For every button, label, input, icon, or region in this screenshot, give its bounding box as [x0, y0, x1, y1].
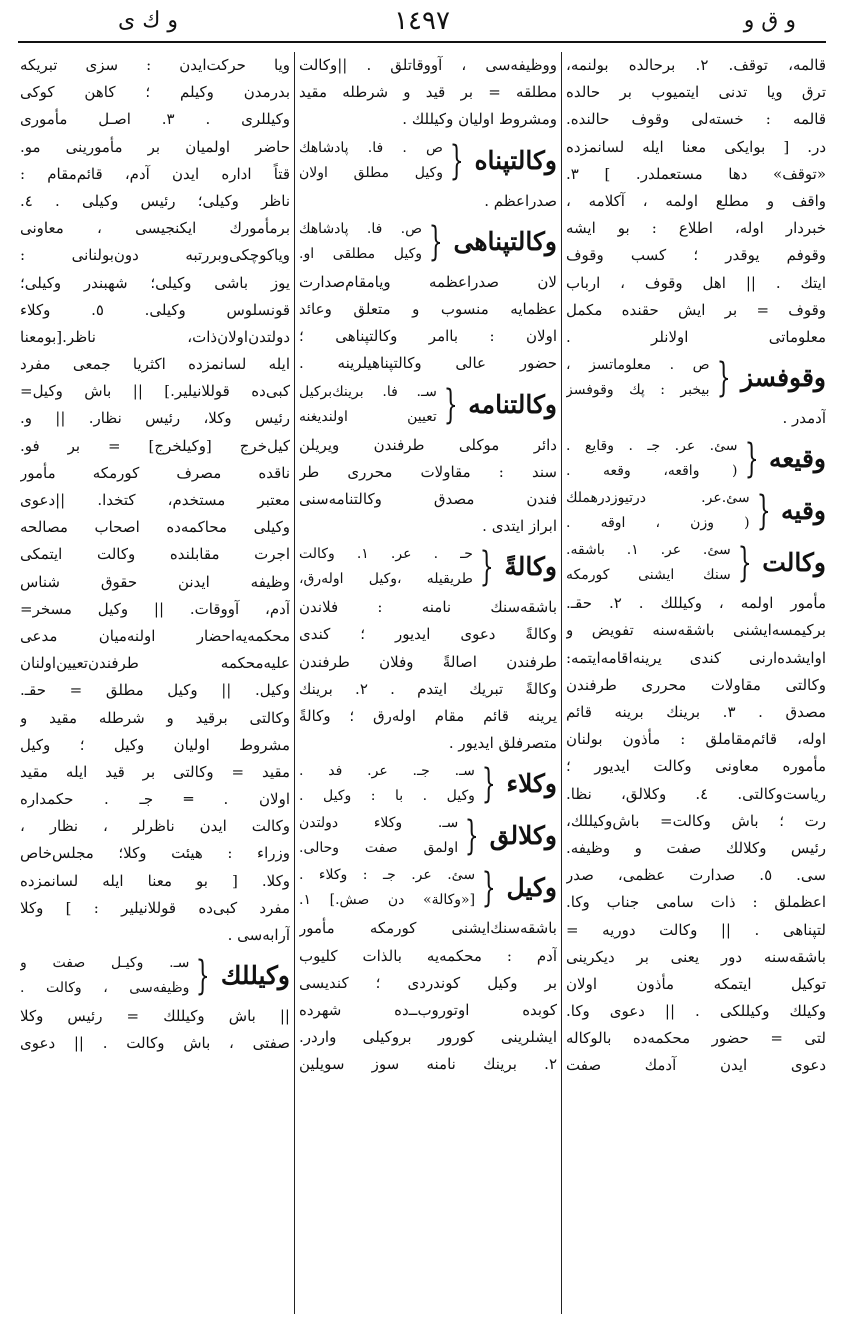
text-line: محكمه‌يه‌احضار اولنه‌ميان مدعى	[20, 626, 290, 645]
text-line: سند : مقاولات محررى طر	[299, 462, 557, 481]
entry-headword: وكالةً	[504, 552, 557, 582]
text-line: يرينه قائم مقام اوله‌رق ؛ وكالةً	[299, 707, 557, 725]
text-line: ايشلرينى كورور بروكيلى واردر.	[299, 1028, 557, 1047]
text-block	[299, 915, 557, 1078]
text-line: سـ. جـ. عر. فد .	[299, 763, 475, 780]
brace-icon: {	[744, 436, 759, 483]
text-line: رئيس وكلا، رئيس نظار. || و.	[20, 409, 290, 428]
text-line: وكالةً تبريك ايتدم . ٢. برينك	[299, 679, 557, 698]
text-line: وكيلك وكيللكى . || دعوى وكا.	[566, 1002, 826, 1021]
entry-gloss	[566, 353, 710, 403]
text-line: باشقه‌سنك نامنه : فلاندن	[299, 598, 557, 617]
text-line: يوز باشى وكيلى؛ شهبندر وكيلى؛	[20, 273, 290, 292]
text-line: وكيل . با : وكيل .	[299, 788, 475, 805]
text-line: رئيس وكلالك صفت و وظيفه.	[566, 838, 826, 857]
running-head-left: و ك ى	[118, 8, 178, 33]
entry-headword: وكالتپناهى	[453, 226, 557, 256]
text-line: بر وكيل كوندردى ؛ كنديسى	[299, 973, 557, 992]
text-line: ( وزن ، اوقه .	[566, 515, 750, 532]
text-line: قالمه : خسته‌لى وقوف حالنده.	[566, 110, 826, 129]
text-line: لتى = حضور محكمه‌ده بالوكاله	[566, 1029, 826, 1048]
entry-gloss	[299, 811, 458, 861]
text-line: صدراعظم .	[484, 191, 557, 210]
text-block	[299, 594, 557, 757]
text-line: آدم : محكمه‌يه بالذات كليوب	[299, 946, 557, 965]
column-middle	[299, 52, 557, 1314]
text-line: مشروط اوليان وكيل ؛ وكيل	[20, 735, 290, 754]
entry-gloss	[299, 380, 437, 430]
entry-headword: وكالتپناه	[474, 145, 557, 175]
column-left	[20, 52, 290, 1314]
text-line: مفرد كبى‌ده قوللانيلير : ] وكلا	[20, 898, 290, 917]
text-line: معلوماتى اولانلر .	[566, 327, 826, 346]
text-line: طريقيله ،وكيل اوله‌رق،	[299, 571, 473, 588]
text-line: ص . فا. پادشاهك	[299, 139, 443, 156]
text-line: وكيل مطلقى او.	[299, 245, 423, 262]
dictionary-entry	[299, 542, 557, 592]
text-block	[299, 432, 557, 541]
text-line: حـ . عر. ١. وكالت	[299, 546, 473, 563]
text-line: دولتدن‌اولان‌ذات، ناظر.[بومعنا	[20, 327, 290, 346]
text-line: مطلقه = بر قيد و شرطله مقيد	[299, 83, 557, 102]
entry-gloss	[299, 136, 443, 186]
entry-headword: وكيللك	[220, 961, 290, 991]
entry-headword: وكلالق	[489, 821, 557, 851]
text-line: مقيد = وكالتى بر قيد ايله مقيد	[20, 762, 290, 781]
column-divider	[294, 52, 295, 1314]
entry-gloss	[299, 863, 475, 913]
text-line: وكلا. [ بو معنا ايله لسانمزده	[20, 871, 290, 890]
text-line: ٢. برينك نامنه سوز سويلين	[299, 1055, 557, 1074]
text-line: كبى‌ده قوللانيلير.] || باش وكيل=	[20, 382, 290, 401]
entry-gloss	[566, 486, 750, 536]
text-line: بدرمدن وكيلم ؛ كاهن كوكى	[20, 83, 290, 102]
text-line: [«وكالة» دن صش.] ١.	[299, 892, 476, 909]
text-line: وكيللرى . ٣. اصـل مأمورى	[20, 110, 290, 129]
header-rule	[18, 41, 826, 43]
text-line: اوله، قائم‌مقاملق : مأذون بولنان	[566, 730, 826, 749]
text-line: ناظر وكيلى؛ رئيس وكيلى . ٤.	[20, 191, 290, 210]
text-line: سئ. عر. جـ . وقايع .	[566, 438, 738, 455]
entry-gloss	[566, 538, 731, 588]
text-line: وكالتى برقيد و شرطله مقيد و	[20, 708, 290, 727]
text-block	[20, 1003, 290, 1057]
text-line: عليه‌محكمه طرفندن‌تعيين‌اولنان	[20, 654, 290, 673]
brace-icon: {	[716, 355, 731, 402]
dictionary-entry	[566, 486, 826, 536]
text-line: ابراز ايتدى .	[482, 517, 557, 536]
text-line: ويا حركت‌ايدن : سزى تبريكه	[20, 56, 290, 74]
brace-icon: {	[481, 865, 496, 912]
text-line: وكيلى محاكمه‌ده اصحاب مصالحه	[20, 518, 290, 537]
text-line: در. [ بوايكى معنا ايله لسانمزده	[566, 137, 826, 156]
entry-headword: وقيعه	[768, 444, 826, 474]
brace-icon: {	[479, 544, 494, 591]
brace-icon: {	[481, 761, 496, 808]
page-number: ١٤٩٧	[394, 6, 450, 36]
text-line: || باش وكيللك = رئيس وكلا	[20, 1007, 290, 1026]
text-line: اجرت مقابلنده وكالت ايتمكى	[20, 545, 290, 564]
text-line: وظيفه‌سى ، وكالت .	[20, 980, 190, 997]
text-block	[566, 590, 826, 1079]
brace-icon: {	[196, 953, 211, 1000]
entry-headword: وكالت	[762, 548, 826, 578]
text-line: رياست‌وكالتى. ٤. وكلالق، نظا.	[566, 784, 826, 803]
text-block	[299, 269, 557, 378]
text-line: وكالت ايدن ناظرلر ، نظار ،	[20, 817, 290, 836]
entry-headword: وقوفسز	[741, 363, 826, 393]
text-line: وظيفه ايدنن حقوق شناس	[20, 572, 290, 591]
text-line: دعوى ايدن آدمك صفت	[566, 1056, 826, 1075]
text-line: وزراء : هيئت وكلا؛ مجلس‌خاص	[20, 844, 290, 863]
text-line: خبردار اوله، اطلاع : بو ايشه	[566, 219, 826, 238]
text-line: اولمق صفت وحالى.	[299, 840, 459, 857]
text-line: توكيل ايتمكه مأذون اولان	[566, 974, 826, 993]
text-line: ( واقعه، وقعه .	[566, 463, 738, 480]
dictionary-entry	[299, 863, 557, 913]
brace-icon: {	[737, 540, 752, 587]
text-line: سـ. فا. برينك‌بركيل	[299, 383, 437, 400]
text-line: اعظملق : ذات سامى جناب وكا.	[566, 893, 826, 912]
text-line: برمأمورك ايكنجيسى ، معاونى	[20, 219, 290, 238]
running-head-right: و ق و	[743, 8, 796, 33]
entry-gloss	[299, 759, 475, 809]
text-line: ووظيفه‌سى ، آووقاتلق . ||وكالت	[299, 56, 557, 74]
entry-gloss	[20, 951, 189, 1001]
text-line: لان صدراعظمه ويامقام‌صدارت	[299, 272, 557, 291]
dictionary-entry	[299, 380, 557, 430]
text-line: آرابه‌سى .	[227, 926, 290, 944]
text-line: باشقه‌سنه دور يعنى بر ديكرينى	[566, 947, 826, 966]
dictionary-entry	[299, 136, 557, 186]
text-line: سـ. وكيـل صفت و	[20, 955, 190, 972]
text-line: بيخبر : پك وقوفسز	[566, 382, 710, 399]
column-divider	[561, 52, 562, 1314]
text-line: سئ.عر. درتيوزدرهملك	[566, 490, 750, 507]
text-line: تعيين اولندیغنه	[299, 408, 437, 425]
text-line: سئ. عر. جـ : وكلاء .	[299, 867, 476, 884]
entry-headword: وقيه	[781, 496, 826, 526]
text-line: ايله لسانمزده اكثريا جمعى مفرد	[20, 355, 290, 374]
text-line: واقف و مطلع اولمه ، آكلامه ،	[566, 191, 826, 210]
text-line: «توقف» دها مستعملدر. ] ٣.	[566, 164, 826, 183]
text-block	[20, 52, 290, 949]
text-line: ترق ويا تدنى ايتميوب بر حالده	[566, 83, 826, 102]
brace-icon: {	[449, 137, 464, 184]
entry-headword: وكيل	[506, 873, 557, 903]
text-line: وياكوچكى‌وبررتبه دون‌بولنانى :	[20, 246, 290, 265]
text-line: قونسلوس وكيلى. ٥. وكلاء	[20, 300, 290, 319]
dictionary-entry	[299, 811, 557, 861]
page-header	[18, 4, 826, 40]
dictionary-entry	[299, 217, 557, 267]
text-line: صفتى ، باش وكالت . || دعوى	[20, 1034, 290, 1053]
text-line: سنك ايشنى كورمكه	[566, 567, 731, 584]
text-line: ومشروط اوليان وكيللك .	[402, 110, 557, 129]
text-line: ص . معلوماتسز ،	[566, 357, 710, 374]
entry-gloss	[299, 217, 422, 267]
dictionary-entry	[566, 353, 826, 403]
text-line: آدم، آووقات. || وكيل مسخر=	[20, 599, 290, 618]
text-line: حضور عالى وكالتپناهيلرينه .	[299, 354, 557, 373]
entry-headword: وكالتنامه	[468, 389, 557, 419]
text-line: ناقده مصرف كورمكه مأمور	[20, 463, 290, 482]
brace-icon: {	[443, 381, 458, 428]
text-line: اولان : باامر وكالتپناهى ؛	[299, 327, 557, 346]
text-line: كيل‌خرج [وكيلخرج] = بر فو.	[20, 436, 290, 455]
brace-icon: {	[756, 488, 771, 535]
text-line: اوايشده‌ارنى كندى يرينه‌اقامه‌ايتمه:	[566, 648, 826, 667]
text-line: باشقه‌سنك‌ايشنى كورمكه مأمور	[299, 919, 557, 938]
entry-gloss	[566, 434, 738, 484]
text-line: سـ. وكلاء دولتدن	[299, 815, 459, 832]
column-right	[566, 52, 826, 1314]
text-line: وقوف = بر ايش حقنده مكمل	[566, 300, 826, 319]
text-line: كوبده اوتوروب‌ــ‌ده شهرده	[299, 1000, 557, 1019]
text-line: رت ؛ باش وكالت= باش‌وكيللك،	[566, 811, 826, 830]
text-line: مأموره معاونى وكالت ايديور ؛	[566, 757, 826, 776]
text-line: طرفندن اصالةً وفلان طرفندن	[299, 652, 557, 671]
entry-gloss	[299, 542, 473, 592]
text-line: اولان . ═ جـ . حكمداره	[20, 790, 290, 809]
dictionary-entry	[566, 538, 826, 588]
text-line: مصدق . ٣. برينك برينه قائم	[566, 703, 826, 721]
text-line: آدمدر .	[782, 409, 826, 428]
text-line: وكالتى مقاولات محررى طرفندن	[566, 675, 826, 694]
text-line: سى. ٥. صدارت عظمى، صدر	[566, 866, 826, 885]
text-line: ايتك . || اهل وقوف ، ارباب	[566, 273, 826, 292]
entry-headword: وكلاء	[506, 769, 557, 799]
text-line: لتپناهى . || وكالت دوريه =	[566, 920, 826, 939]
text-line: قتاً اداره ايدن آدم، قائم‌مقام :	[20, 164, 290, 183]
text-line: عظمايه منسوب و متعلق وعائد	[299, 299, 557, 318]
brace-icon: {	[428, 218, 443, 265]
text-line: قالمه، توقف. ٢. برحالده بولنمه،	[566, 56, 826, 74]
text-line: سئ. عر. ١. باشقه.	[566, 542, 731, 559]
text-line: متصرفلق ايديور .	[448, 734, 557, 753]
text-line: وقوفم يوقدر ؛ كسب وقوف	[566, 246, 826, 265]
text-line: وكيل مطلق اولان	[299, 164, 443, 181]
dictionary-entry	[299, 759, 557, 809]
dictionary-entry	[566, 434, 826, 484]
text-line: وكالةً دعوى ايديور ؛ كندى	[299, 625, 557, 644]
text-line: معتبر مستخدم، كتخدا. ||دعوى	[20, 491, 290, 509]
text-line: فندن مصدق وكالتنامه‌سنى	[299, 489, 557, 508]
brace-icon: {	[464, 813, 479, 860]
text-block	[566, 52, 826, 351]
text-line: مأمور اولمه ، وكيللك . ٢. حقـ.	[566, 594, 826, 613]
text-block	[299, 52, 557, 134]
text-line: بركيمسه‌ايشنى باشقه‌سنه تفويض و	[566, 621, 826, 640]
text-line: ص. فا. پادشاهك	[299, 220, 423, 237]
text-line: حاضر اولميان بر مأمورينى مو.	[20, 137, 290, 156]
text-line: دائر موكلى طرفندن ويريلن	[299, 435, 557, 454]
text-line: وكيل. || وكيل مطلق = حقـ.	[20, 681, 290, 700]
dictionary-entry	[20, 951, 290, 1001]
